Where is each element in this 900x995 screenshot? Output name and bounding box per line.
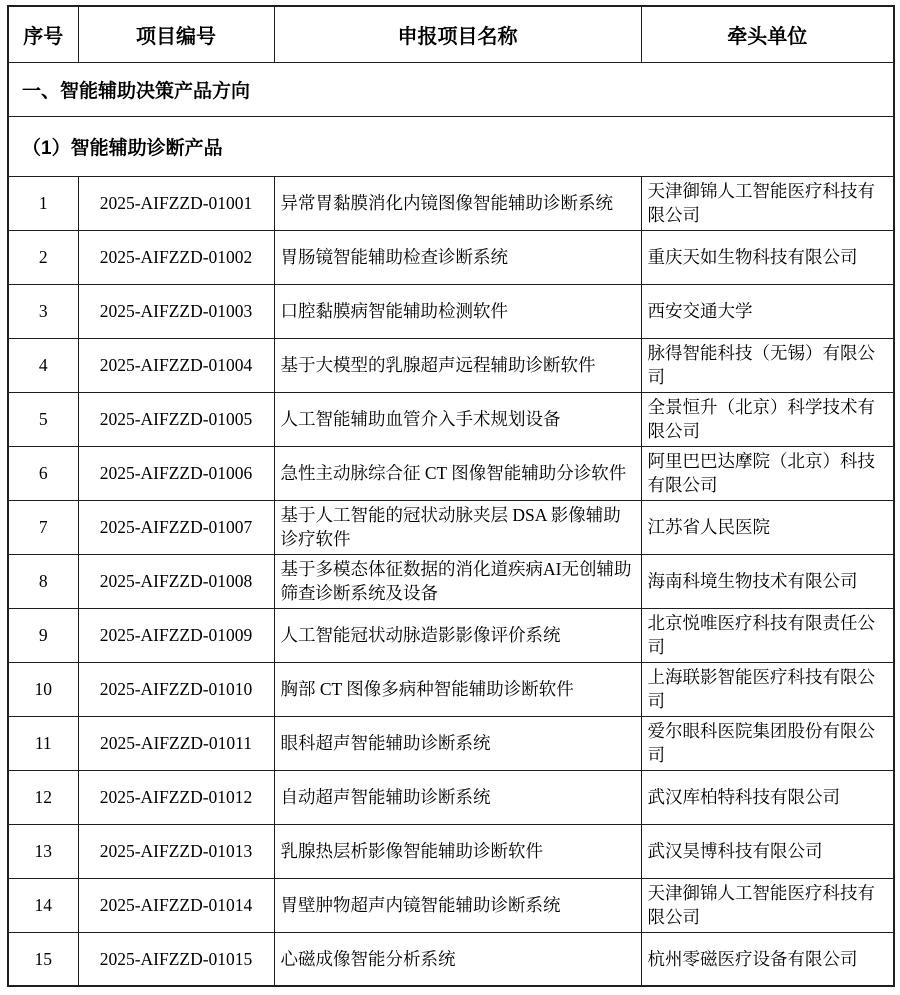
cell-code: 2025-AIFZZD-01008 <box>78 554 274 608</box>
cell-unit: 江苏省人民医院 <box>641 500 894 554</box>
section-title: 一、智能辅助决策产品方向 <box>8 62 894 116</box>
cell-unit: 重庆天如生物科技有限公司 <box>641 230 894 284</box>
cell-seq: 7 <box>8 500 78 554</box>
table-row <box>8 932 894 986</box>
cell-name: 人工智能辅助血管介入手术规划设备 <box>274 392 641 446</box>
cell-code: 2025-AIFZZD-01012 <box>78 770 274 824</box>
table-row <box>8 878 894 932</box>
cell-code: 2025-AIFZZD-01007 <box>78 500 274 554</box>
project-table <box>7 5 895 987</box>
cell-seq: 6 <box>8 446 78 500</box>
col-header-seq: 序号 <box>8 6 78 62</box>
cell-name: 眼科超声智能辅助诊断系统 <box>274 716 641 770</box>
table-row <box>8 446 894 500</box>
cell-seq: 15 <box>8 932 78 986</box>
table-row <box>8 284 894 338</box>
cell-unit: 北京悦唯医疗科技有限责任公司 <box>641 608 894 662</box>
cell-seq: 1 <box>8 176 78 230</box>
cell-name: 自动超声智能辅助诊断系统 <box>274 770 641 824</box>
cell-code: 2025-AIFZZD-01013 <box>78 824 274 878</box>
cell-seq: 4 <box>8 338 78 392</box>
table-row <box>8 716 894 770</box>
table-row <box>8 662 894 716</box>
section-title: （1）智能辅助诊断产品 <box>8 116 894 176</box>
cell-name: 胸部 CT 图像多病种智能辅助诊断软件 <box>274 662 641 716</box>
cell-unit: 天津御锦人工智能医疗科技有限公司 <box>641 878 894 932</box>
cell-seq: 14 <box>8 878 78 932</box>
table-row <box>8 608 894 662</box>
cell-seq: 5 <box>8 392 78 446</box>
cell-code: 2025-AIFZZD-01010 <box>78 662 274 716</box>
cell-unit: 全景恒升（北京）科学技术有限公司 <box>641 392 894 446</box>
cell-unit: 上海联影智能医疗科技有限公司 <box>641 662 894 716</box>
col-header-code: 项目编号 <box>78 6 274 62</box>
cell-seq: 8 <box>8 554 78 608</box>
cell-code: 2025-AIFZZD-01006 <box>78 446 274 500</box>
cell-seq: 13 <box>8 824 78 878</box>
cell-seq: 10 <box>8 662 78 716</box>
cell-seq: 3 <box>8 284 78 338</box>
cell-code: 2025-AIFZZD-01005 <box>78 392 274 446</box>
cell-name: 基于多模态体征数据的消化道疾病AI无创辅助筛查诊断系统及设备 <box>274 554 641 608</box>
cell-seq: 11 <box>8 716 78 770</box>
cell-name: 口腔黏膜病智能辅助检测软件 <box>274 284 641 338</box>
cell-name: 胃肠镜智能辅助检查诊断系统 <box>274 230 641 284</box>
cell-name: 急性主动脉综合征 CT 图像智能辅助分诊软件 <box>274 446 641 500</box>
cell-unit: 武汉昊博科技有限公司 <box>641 824 894 878</box>
table-row <box>8 338 894 392</box>
cell-unit: 海南科境生物技术有限公司 <box>641 554 894 608</box>
cell-code: 2025-AIFZZD-01011 <box>78 716 274 770</box>
cell-code: 2025-AIFZZD-01009 <box>78 608 274 662</box>
cell-unit: 阿里巴巴达摩院（北京）科技有限公司 <box>641 446 894 500</box>
cell-code: 2025-AIFZZD-01001 <box>78 176 274 230</box>
col-header-unit: 牵头单位 <box>641 6 894 62</box>
table-row <box>8 392 894 446</box>
table-row <box>8 500 894 554</box>
cell-name: 基于人工智能的冠状动脉夹层 DSA 影像辅助诊疗软件 <box>274 500 641 554</box>
table-row <box>8 554 894 608</box>
cell-code: 2025-AIFZZD-01002 <box>78 230 274 284</box>
cell-seq: 2 <box>8 230 78 284</box>
cell-name: 胃壁肿物超声内镜智能辅助诊断系统 <box>274 878 641 932</box>
cell-seq: 9 <box>8 608 78 662</box>
cell-name: 异常胃黏膜消化内镜图像智能辅助诊断系统 <box>274 176 641 230</box>
cell-unit: 武汉库柏特科技有限公司 <box>641 770 894 824</box>
cell-code: 2025-AIFZZD-01015 <box>78 932 274 986</box>
section-row-subcategory <box>8 116 894 176</box>
cell-code: 2025-AIFZZD-01014 <box>78 878 274 932</box>
cell-name: 乳腺热层析影像智能辅助诊断软件 <box>274 824 641 878</box>
col-header-name: 申报项目名称 <box>274 6 641 62</box>
cell-name: 人工智能冠状动脉造影影像评价系统 <box>274 608 641 662</box>
cell-name: 心磁成像智能分析系统 <box>274 932 641 986</box>
cell-code: 2025-AIFZZD-01004 <box>78 338 274 392</box>
cell-unit: 天津御锦人工智能医疗科技有限公司 <box>641 176 894 230</box>
table-row <box>8 824 894 878</box>
section-row-direction <box>8 62 894 116</box>
cell-unit: 爱尔眼科医院集团股份有限公司 <box>641 716 894 770</box>
table-row <box>8 176 894 230</box>
cell-unit: 脉得智能科技（无锡）有限公司 <box>641 338 894 392</box>
cell-seq: 12 <box>8 770 78 824</box>
table-row <box>8 770 894 824</box>
cell-unit: 西安交通大学 <box>641 284 894 338</box>
table-row <box>8 230 894 284</box>
header-row <box>8 6 894 62</box>
cell-name: 基于大模型的乳腺超声远程辅助诊断软件 <box>274 338 641 392</box>
cell-unit: 杭州零磁医疗设备有限公司 <box>641 932 894 986</box>
cell-code: 2025-AIFZZD-01003 <box>78 284 274 338</box>
